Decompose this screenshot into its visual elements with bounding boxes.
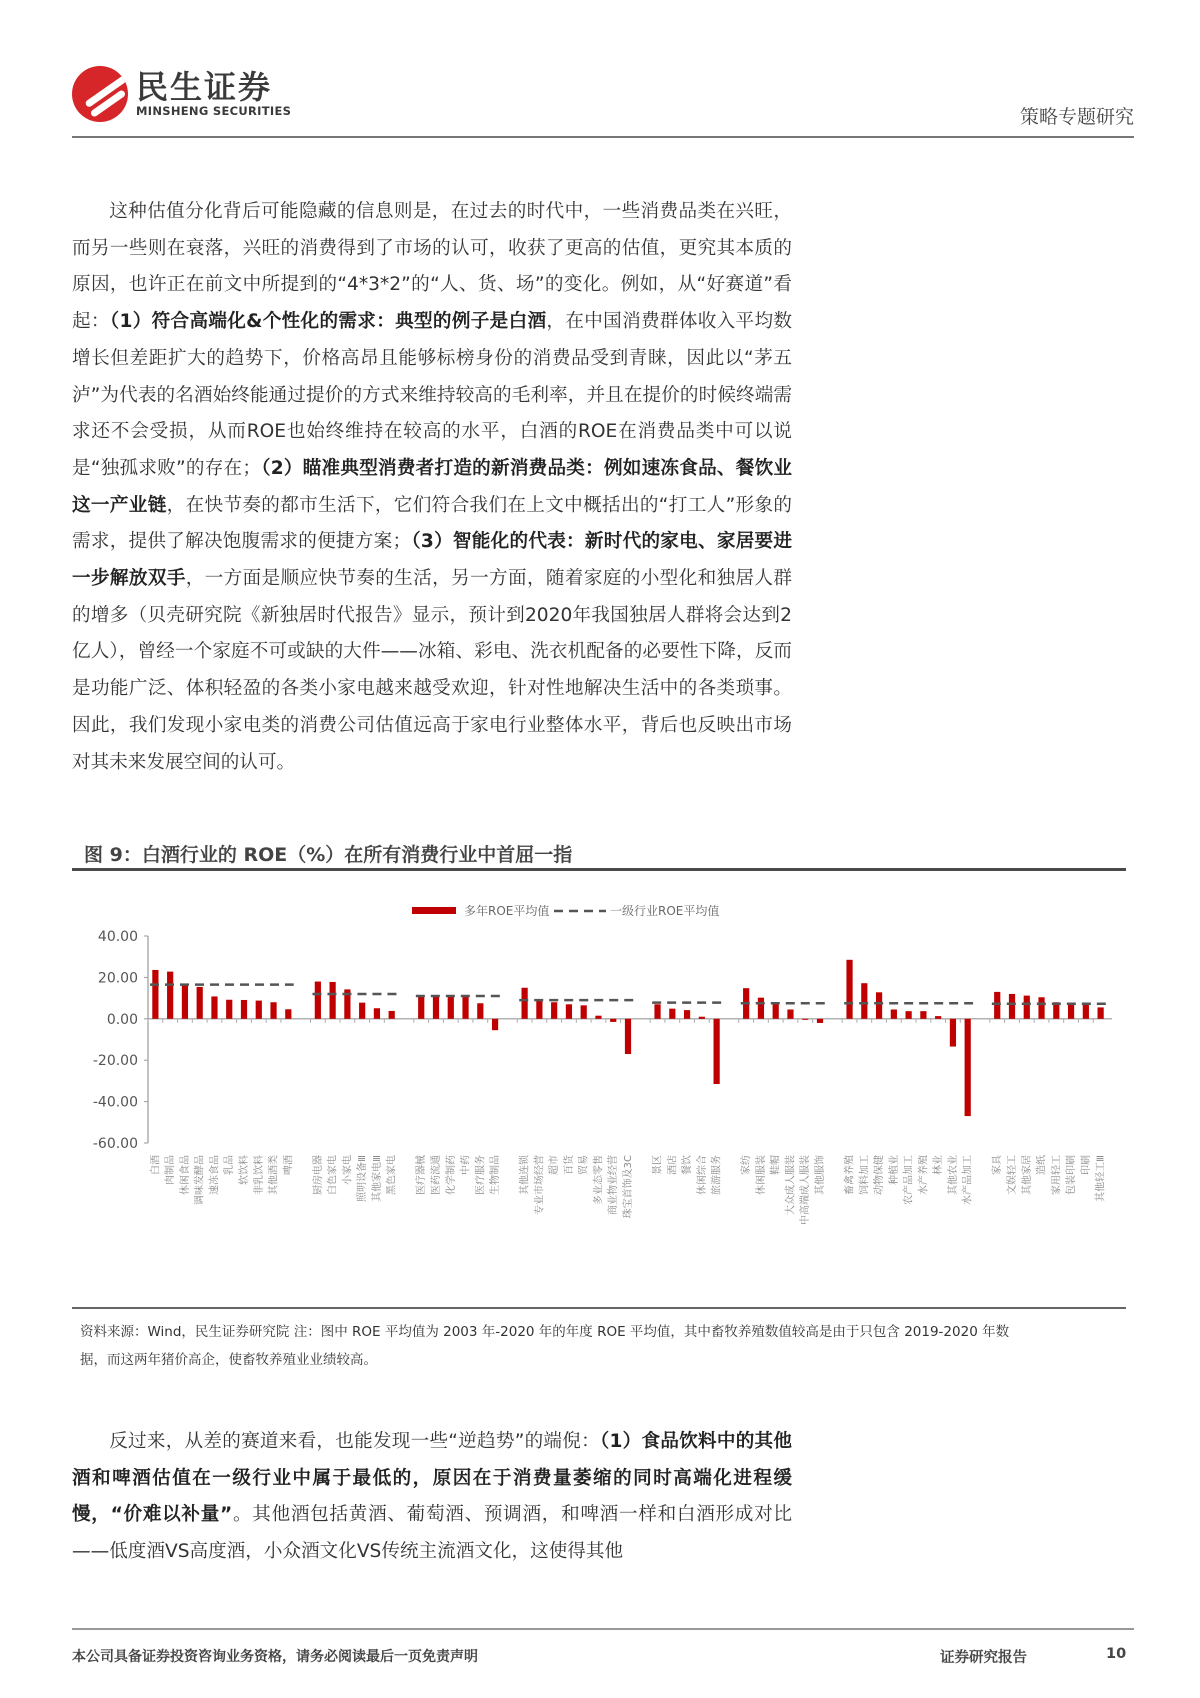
figure-title: 图 9：白酒行业的 ROE（%）在所有消费行业中首屈一指: [84, 844, 573, 866]
bar: [758, 998, 764, 1019]
x-category-label: 动物保健: [874, 1155, 886, 1195]
text-segment: ，一方面是顺应快节奏的生活，另一方面，随着家庭的小型化和独居人群的增多（贝壳研究院《新独居时代报告》显示，预计到2020年我国独居人群将会达到2亿人），曾经一个家庭不可或缺的大件——冰箱、彩电、洗衣机配备的必要性下降，反而是功能广泛、体积轻盈的各类小家电越来越受欢迎，针对性地解决生活中的各类琐事。因此，我们发现小家电类的消费公司估值远高于家电行业整体水平，背后也反映出市场对其未来发展空间的认可。: [72, 568, 792, 773]
x-category-label: 百货: [563, 1155, 575, 1175]
bar: [241, 1000, 247, 1019]
bar: [433, 996, 439, 1019]
logo-chinese-name: 民生证券: [136, 68, 273, 106]
bold-text-segment: （1）食品饮料中的其他酒和啤酒估值在一级行业中属于最低的，原因在于消费量萎缩的同时高端化进程缓慢，“价难以补量”: [72, 1431, 792, 1526]
x-category-label: 啤酒: [283, 1155, 295, 1175]
legend-bar-swatch: [412, 907, 456, 914]
x-category-label: 其他家电Ⅲ: [371, 1155, 383, 1202]
bar: [891, 1009, 897, 1018]
bar: [1009, 994, 1015, 1019]
bar: [551, 1002, 557, 1019]
x-category-label: 超市: [549, 1155, 561, 1175]
x-category-label: 家具: [992, 1155, 1004, 1175]
x-category-label: 其他家居: [1021, 1155, 1033, 1195]
bar: [581, 1005, 587, 1018]
bar: [610, 1019, 616, 1022]
bar: [389, 1011, 395, 1019]
header-divider: [72, 136, 1134, 138]
x-category-label: 旅游服务: [711, 1155, 723, 1195]
footer-report-type: 证券研究报告: [940, 1650, 1027, 1666]
bar: [285, 1009, 291, 1019]
x-category-label: 医疗器械: [416, 1155, 428, 1195]
x-category-label: 白酒: [150, 1155, 162, 1175]
x-category-label: 贸易: [578, 1155, 590, 1175]
figure-source-note: [80, 1318, 1120, 1374]
x-category-label: 化学制药: [445, 1155, 457, 1195]
bar: [211, 996, 217, 1018]
x-category-label: 鞋帽: [770, 1155, 782, 1175]
bold-text-segment: （3）智能化的代表：新时代的家电、家居要进一步解放双手: [72, 531, 792, 590]
bar: [448, 996, 454, 1019]
x-category-label: 厨房电器: [312, 1155, 324, 1195]
bar: [802, 1019, 808, 1020]
x-category-label: 医药流通: [431, 1155, 442, 1195]
x-category-label: 休闲食品: [179, 1155, 191, 1195]
y-tick-label: -40.00: [92, 1094, 138, 1111]
x-category-label: 林业: [933, 1155, 945, 1175]
bar: [965, 1019, 971, 1116]
bar: [654, 1004, 660, 1018]
bar: [492, 1019, 498, 1030]
x-category-label: 文娱轻工: [1007, 1155, 1018, 1195]
text-segment: 。其他酒包括黄酒、葡萄酒、预调酒，和啤酒一样和白酒形成对比——低度酒VS高度酒，小众酒文化VS传统主流酒文化，这使得其他: [72, 1504, 792, 1563]
x-category-label: 酒店: [667, 1155, 679, 1175]
y-tick-label: -60.00: [92, 1136, 138, 1152]
y-tick-label: 20.00: [97, 970, 138, 987]
x-category-label: 专业市场经营: [534, 1155, 546, 1215]
bar: [1083, 1004, 1089, 1019]
bar: [935, 1016, 941, 1019]
bar: [817, 1019, 823, 1023]
bar: [152, 970, 158, 1019]
note-line-1: 资料来源：Wind，民生证券研究院 注：图中 ROE 平均值为 2003 年-2020 年的年度 ROE 平均值，其中畜牧养殖数值较高是由于只包含 2019-2020 年数: [80, 1324, 1010, 1340]
x-category-label: 其他农业: [947, 1155, 959, 1195]
bar: [920, 1011, 926, 1019]
bar: [256, 1001, 262, 1019]
bar: [1098, 1007, 1104, 1018]
x-category-label: 水产品加工: [962, 1155, 974, 1205]
figure-title-divider: [72, 868, 1126, 871]
x-category-label: 乳品: [224, 1155, 236, 1175]
x-category-label: 其他连锁: [519, 1155, 531, 1195]
bar: [566, 1004, 572, 1018]
bar-group: [842, 960, 974, 1205]
y-tick-label: 40.00: [97, 929, 138, 945]
bar: [1068, 1004, 1074, 1019]
x-category-label: 中高端成人服装: [800, 1155, 812, 1225]
bar: [950, 1019, 956, 1047]
page-number: 10: [1106, 1646, 1127, 1662]
x-category-label: 包装印刷: [1066, 1155, 1078, 1195]
bar: [315, 982, 321, 1019]
logo-mark-icon: [72, 66, 128, 122]
bar: [669, 1009, 675, 1019]
text-segment: ，在中国消费群体收入平均数增长但差距扩大的趋势下，价格高昂且能够标榜身份的消费品受到青睐，因此以“茅五泸”为代表的名酒始终能通过提价的方式来维持较高的毛利率，并且在提价的时候终端需求还不会受损，从而ROE也始终维持在较高的水平，白酒的ROE在消费品类中可以说是“独孤求败”的存在；: [72, 311, 792, 479]
page-header: [72, 66, 1134, 138]
bar-group: [517, 988, 634, 1219]
bar-group: [990, 992, 1107, 1202]
bar: [374, 1008, 380, 1019]
x-category-label: 其他服饰: [815, 1155, 826, 1195]
bar-group: [650, 1003, 722, 1195]
bar: [226, 1000, 232, 1019]
bar: [167, 972, 173, 1019]
x-category-label: 农产品加工: [903, 1155, 915, 1205]
x-category-label: 印刷: [1080, 1155, 1092, 1175]
x-category-label: 休闲服装: [755, 1155, 767, 1195]
x-category-label: 其他轻工Ⅲ: [1095, 1155, 1107, 1202]
note-divider: [72, 1307, 1126, 1309]
chart-legend: [412, 903, 719, 918]
legend-label-roe: 多年ROE平均值: [464, 904, 550, 918]
bar: [462, 997, 468, 1019]
x-category-label: 医疗服务: [475, 1155, 487, 1195]
body-paragraph-1: [72, 194, 792, 781]
x-category-label: 生物制品: [490, 1155, 502, 1195]
bar: [684, 1010, 690, 1019]
x-category-label: 其他酒类: [268, 1155, 280, 1195]
footer-disclaimer: 本公司具备证券投资咨询业务资格，请务必阅读最后一页免责声明: [72, 1649, 478, 1665]
bar: [270, 1002, 276, 1019]
x-category-label: 种植业: [888, 1155, 900, 1185]
x-category-label: 珠宝首饰及3C: [623, 1155, 634, 1219]
bar: [197, 987, 203, 1019]
bar: [906, 1011, 912, 1019]
x-category-label: 水产养殖: [918, 1155, 930, 1195]
x-category-label: 餐饮: [682, 1155, 694, 1175]
bar: [714, 1019, 720, 1084]
bar: [699, 1017, 705, 1019]
x-category-label: 软饮料: [239, 1155, 250, 1185]
bar-group: [739, 988, 826, 1225]
x-category-label: 造纸: [1036, 1155, 1048, 1175]
body-paragraph-2: [72, 1424, 792, 1571]
x-category-label: 家用轻工: [1051, 1155, 1063, 1195]
x-category-label: 非乳饮料: [253, 1155, 265, 1195]
bar: [359, 1003, 365, 1019]
bar: [861, 983, 867, 1019]
bar: [773, 1003, 779, 1019]
footer-divider: [72, 1628, 1134, 1630]
y-tick-label: -20.00: [92, 1053, 138, 1070]
x-category-label: 大众成人服装: [785, 1155, 797, 1215]
bar: [1038, 997, 1044, 1019]
x-category-label: 畜禽养殖: [844, 1155, 856, 1195]
logo-english-name: MINSHENG SECURITIES: [136, 104, 292, 118]
y-tick-label: 0.00: [106, 1011, 138, 1028]
text-segment: ，在快节奏的都市生活下，它们符合我们在上文中概括出的“打工人”形象的需求，提供了解决饱腹需求的便捷方案；: [72, 494, 792, 553]
legend-label-industry-avg: 一级行业ROE平均值: [610, 904, 720, 918]
note-line-2: 据，而这两年猪价高企，使畜牧养殖业业绩较高。: [80, 1352, 377, 1368]
bar: [1024, 996, 1030, 1019]
text-segment: 反过来，从差的赛道来看，也能发现一些“逆趋势”的端倪：: [109, 1431, 600, 1452]
bar: [330, 982, 336, 1019]
bar: [522, 988, 528, 1019]
x-category-label: 肉制品: [165, 1155, 177, 1185]
text-segment: 这种估值分化背后可能隐藏的信息则是，在过去的时代中，一些消费品类在兴旺，而另一些则在衰落，兴旺的消费得到了市场的认可，收获了更高的估值，更究其本质的原因，也许正在前文中所提到的“4*3*2”的“人、货、场”的变化。例如，从“好赛道”看起：: [72, 201, 792, 333]
x-category-label: 休闲综合: [696, 1155, 708, 1195]
section-title: 策略专题研究: [1019, 106, 1134, 128]
x-category-label: 调味发酵品: [194, 1155, 206, 1205]
x-category-label: 白色家电: [327, 1155, 339, 1195]
x-category-label: 家纺: [741, 1155, 753, 1175]
x-category-label: 中药: [460, 1155, 472, 1175]
x-category-label: 照明设备Ⅲ: [357, 1155, 369, 1202]
bar: [536, 1000, 542, 1019]
bar-group: [414, 996, 501, 1195]
x-category-label: 商业物业经营: [608, 1155, 620, 1215]
bar: [182, 985, 188, 1019]
bar: [418, 996, 424, 1019]
x-category-label: 景区: [652, 1155, 664, 1175]
bar: [846, 960, 852, 1019]
x-category-label: 速冻食品: [209, 1155, 221, 1195]
x-category-label: 黑色家电: [386, 1155, 398, 1195]
bar: [787, 1009, 793, 1018]
bar: [876, 992, 882, 1018]
bold-text-segment: （1）符合高端化&个性化的需求：典型的例子是白酒: [109, 311, 547, 333]
bar: [625, 1019, 631, 1054]
x-category-label: 小家电: [342, 1155, 354, 1185]
minsheng-logo: [72, 66, 291, 122]
bar-group: [310, 982, 397, 1202]
bar: [595, 1016, 601, 1019]
x-category-label: 饲料加工: [859, 1155, 871, 1195]
bar: [994, 992, 1000, 1019]
roe-bar-chart: [72, 880, 1126, 1300]
bold-text-segment: （2）瞄准典型消费者打造的新消费品类：例如速冻食品、餐饮业这一产业链: [72, 457, 792, 516]
bar: [477, 1003, 483, 1019]
x-category-label: 多业态零售: [593, 1155, 605, 1205]
bar-group: [148, 970, 294, 1205]
